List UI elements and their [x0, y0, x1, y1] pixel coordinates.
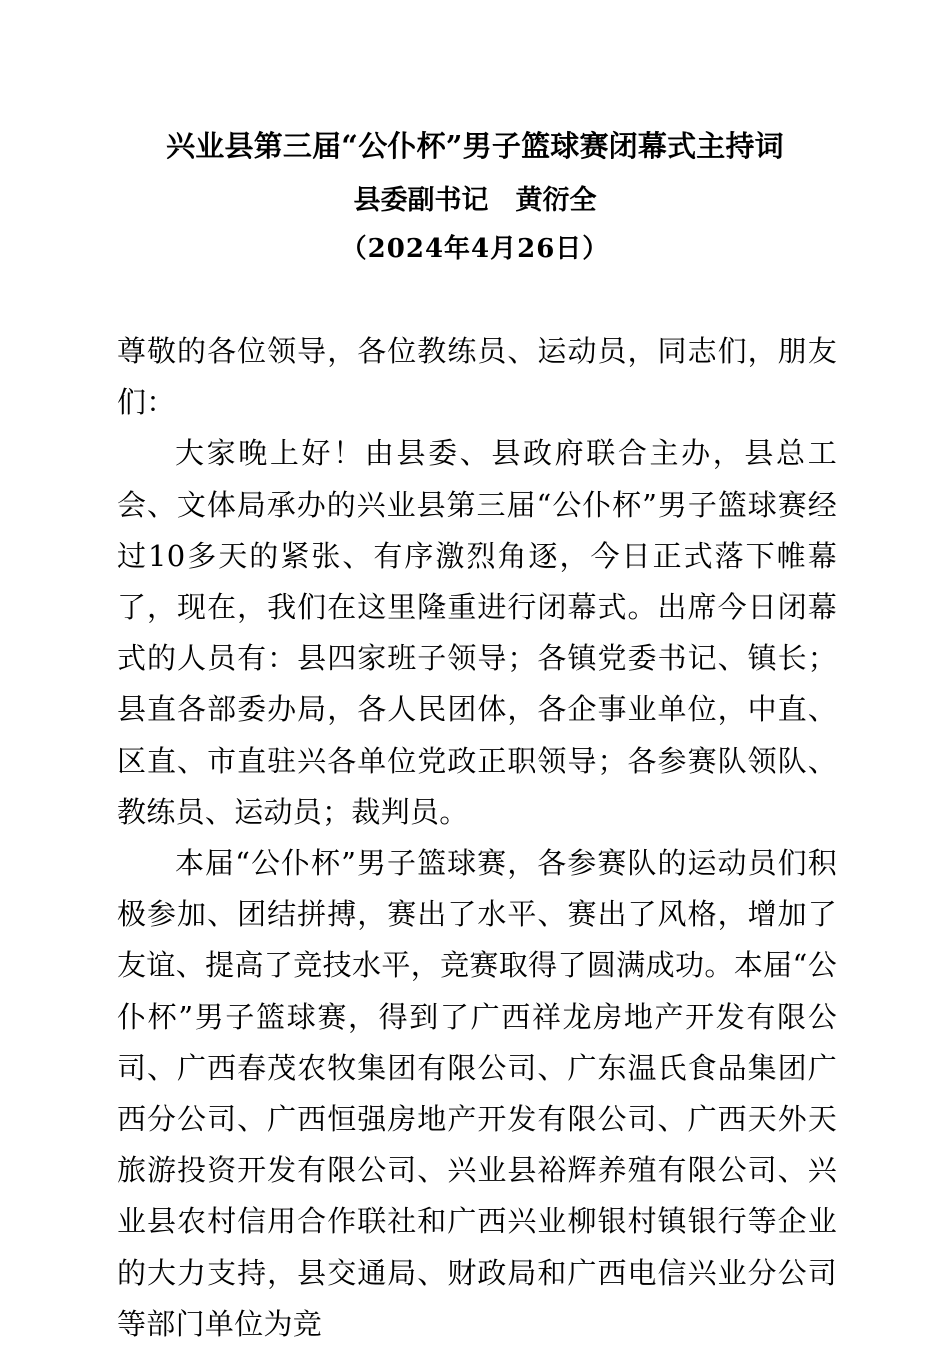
- speech-body: [117, 326, 837, 1350]
- paragraph-thanks: 本届“公仆杯”男子篮球赛，各参赛队的运动员们积极参加、团结拼搏，赛出了水平、赛出了风格，增加了友谊、提高了竞技水平，竞赛取得了圆满成功。本届“公仆杯”男子篮球赛，得到了广西祥龙房地产开发有限公司、广西春茂农牧集团有限公司、广东温氏食品集团广西分公司、广西恒强房地产开发有限公司、广西天外天旅游投资开发有限公司、兴业县裕辉养殖有限公司、兴业县农村信用合作联社和广西兴业柳银村镇银行等企业的大力支持，县交通局、财政局和广西电信兴业分公司等部门单位为竞: [117, 846, 837, 1341]
- speaker-line: 县委副书记 黄衍全: [353, 185, 597, 216]
- salutation: 尊敬的各位领导，各位教练员、运动员，同志们，朋友们：: [117, 334, 837, 420]
- date-line: （2024年4月26日）: [340, 234, 610, 264]
- document-title: 兴业县第三届“公仆杯”男子篮球赛闭幕式主持词: [166, 129, 784, 163]
- paragraph-opening: 大家晚上好！由县委、县政府联合主办，县总工会、文体局承办的兴业县第三届“公仆杯”男子篮球赛经过10多天的紧张、有序激烈角逐，今日正式落下帷幕了，现在，我们在这里隆重进行闭幕式。出席今日闭幕式的人员有：县四家班子领导；各镇党委书记、镇长；县直各部委办局，各人民团体，各企事业单位，中直、区直、市直驻兴各单位党政正职领导；各参赛队领队、教练员、运动员；裁判员。: [117, 436, 837, 829]
